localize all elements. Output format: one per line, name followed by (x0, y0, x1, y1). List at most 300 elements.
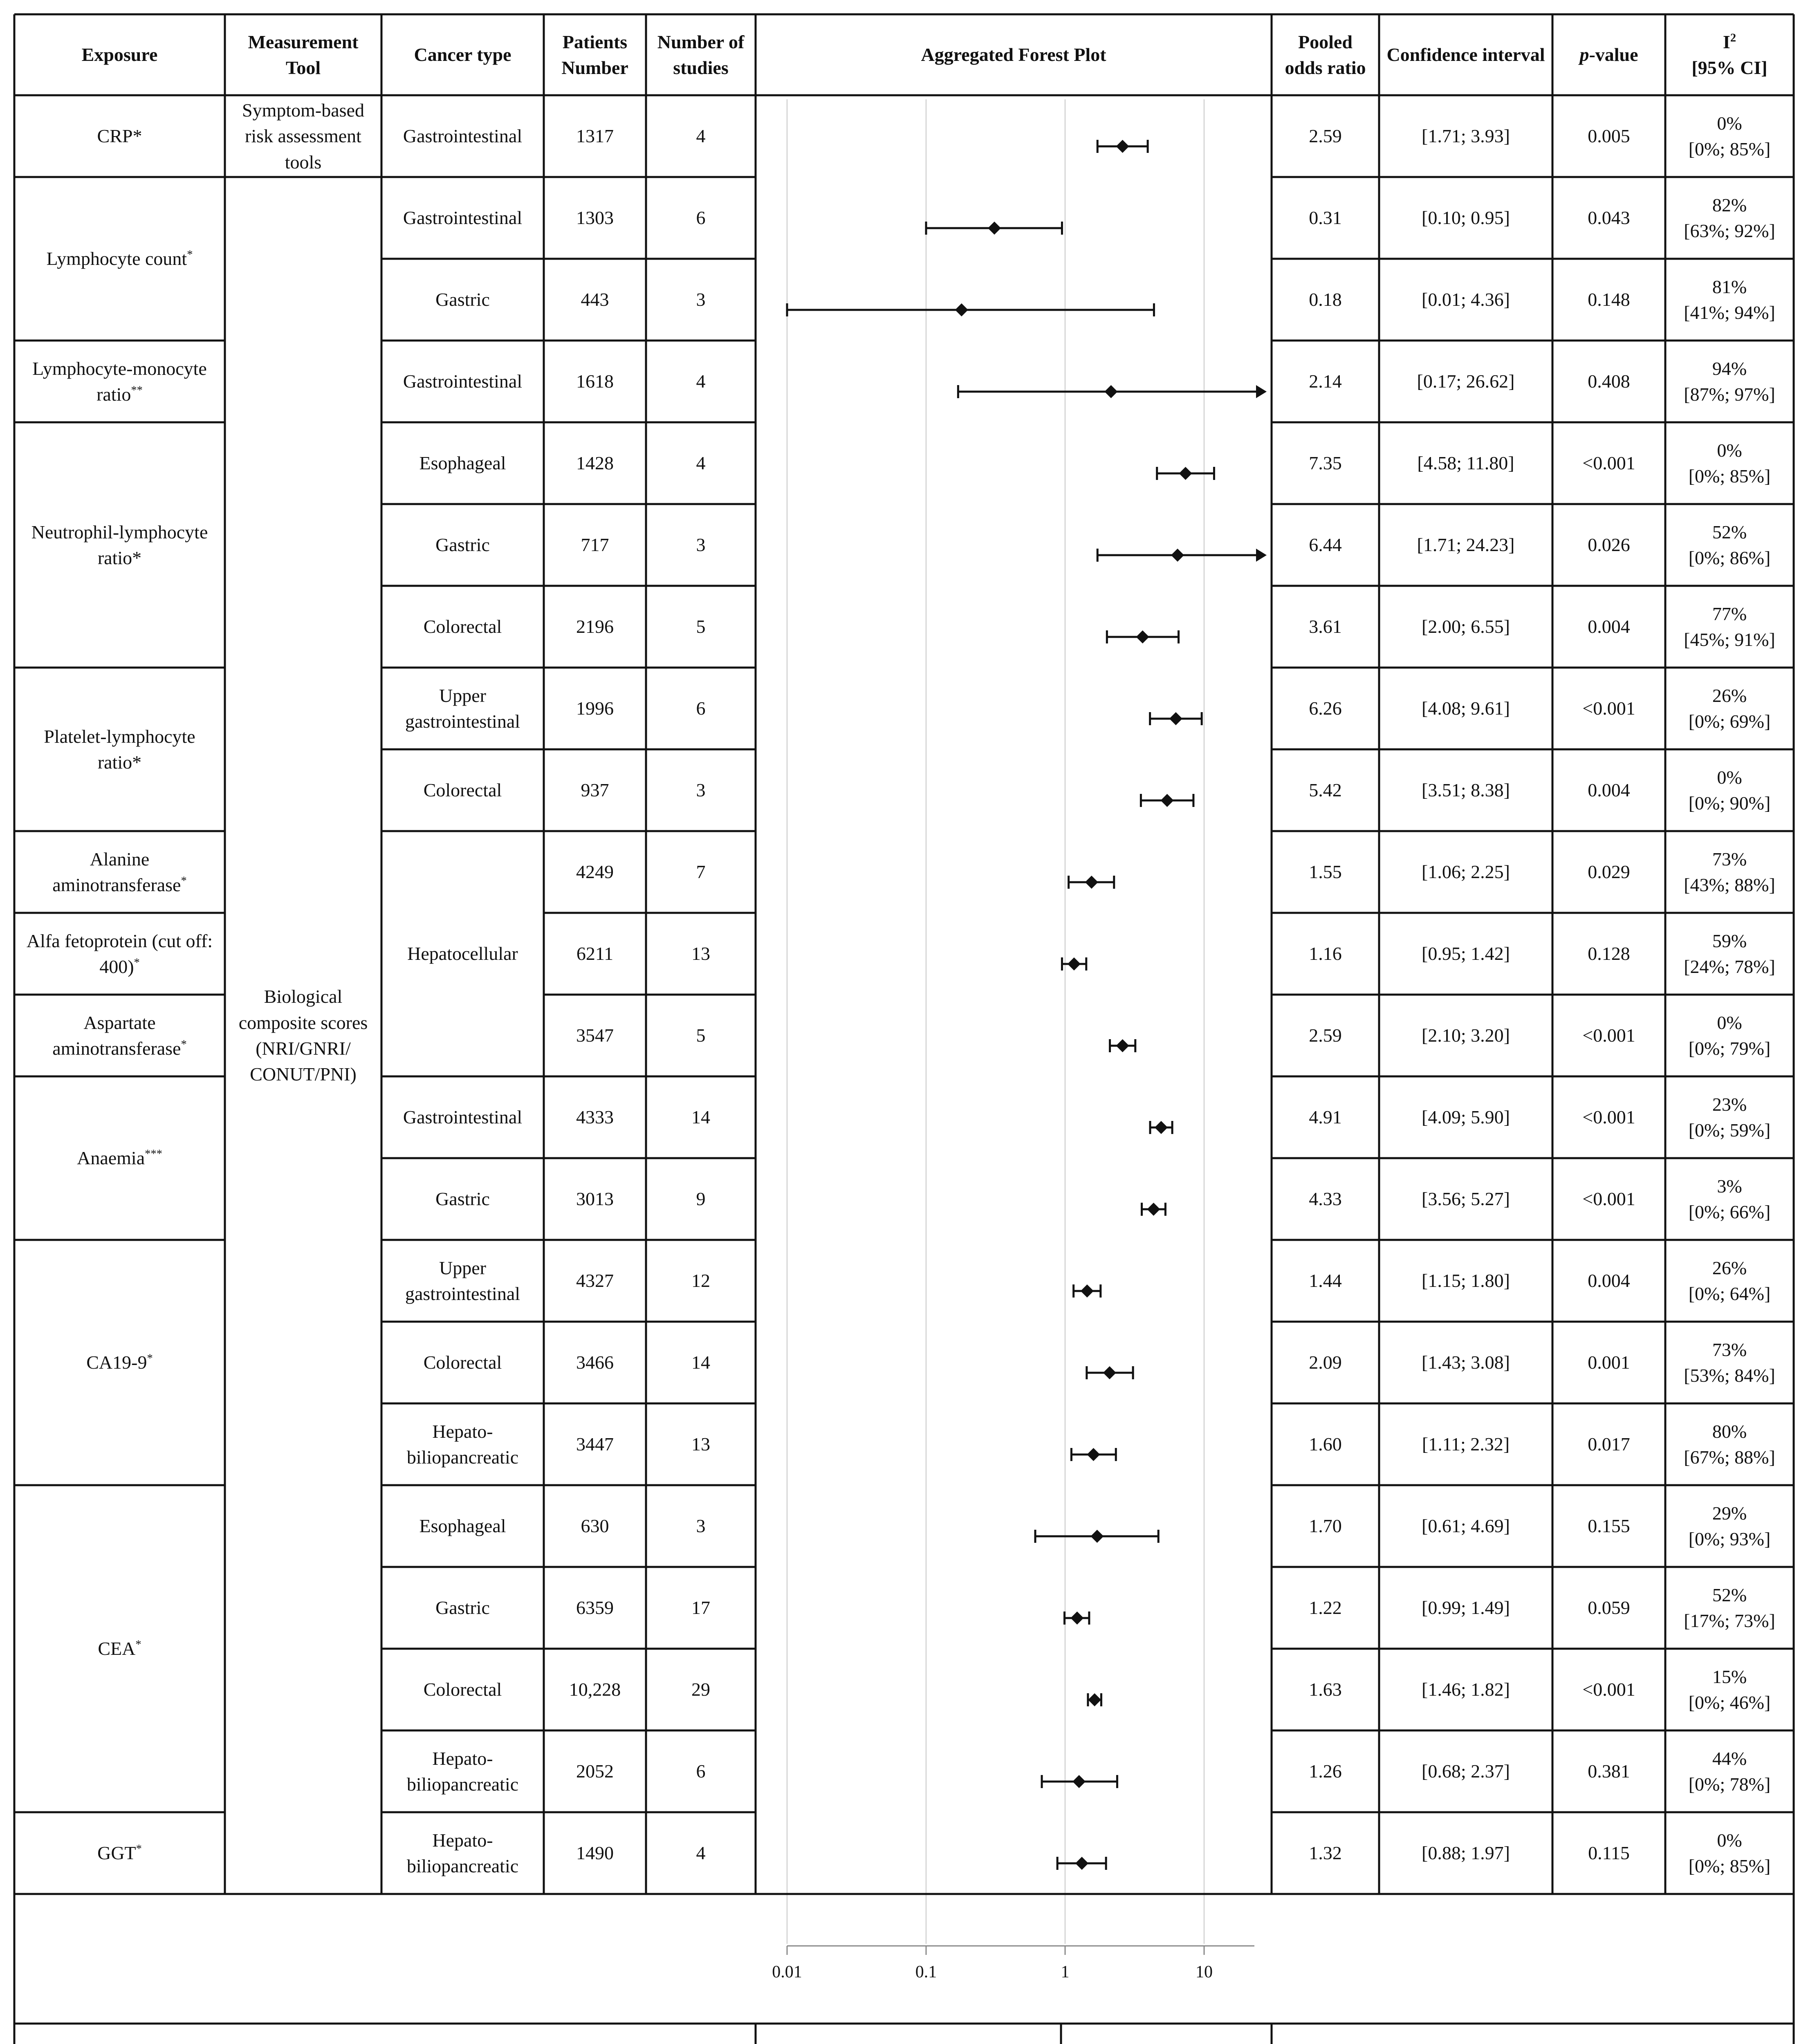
p-value-value: 0.408 (1588, 371, 1630, 392)
i-squared-text (1689, 1173, 1771, 1225)
i-squared-text (1689, 437, 1771, 489)
i-squared-text (1689, 1500, 1771, 1552)
p-value-value: 0.381 (1588, 1761, 1630, 1782)
patients-value: 4249 (576, 861, 614, 883)
header-exposure-text: Exposure (81, 44, 158, 65)
tool-symptom-text: Symptom-based risk assessment tools (242, 99, 364, 173)
exposure-label (86, 1349, 153, 1375)
i-squared-cell (1665, 177, 1794, 259)
header-number-of-studies (646, 14, 756, 95)
exposure-name: Anaemia (77, 1148, 145, 1169)
header-aggregated-forest-plot-text: Aggregated Forest Plot (921, 44, 1106, 65)
odds-ratio-value: 1.32 (1309, 1842, 1342, 1864)
confidence-interval-cell (1379, 831, 1552, 913)
cancer-type-text: Gastrointestinal (403, 1107, 523, 1128)
point-estimate-diamond (1070, 1611, 1083, 1625)
patients-value: 1303 (576, 207, 614, 229)
patients-cell (544, 913, 646, 995)
i-squared-cell (1665, 1403, 1794, 1485)
cancer-type-text: Hepatocellular (407, 943, 518, 964)
exposure-cell-4 (14, 668, 225, 831)
p-value-cell (1552, 749, 1665, 831)
p-value-cell (1552, 995, 1665, 1076)
exposure-label (77, 1145, 162, 1171)
studies-cell (646, 586, 756, 668)
studies-cell (646, 995, 756, 1076)
i-squared-cell (1665, 668, 1794, 749)
patients-value: 3547 (576, 1025, 614, 1046)
studies-value: 9 (696, 1188, 706, 1210)
odds-ratio-value: 0.18 (1309, 289, 1342, 310)
i-squared-value: 52% (1712, 1584, 1747, 1605)
i-squared-cell (1665, 1076, 1794, 1158)
i-squared-ci: [0%; 85%] (1688, 139, 1771, 159)
exposure-label (22, 1010, 218, 1062)
p-value-cell (1552, 1403, 1665, 1485)
p-value-cell (1552, 1240, 1665, 1322)
p-value-cell (1552, 586, 1665, 668)
exposure-cell-0 (14, 95, 225, 177)
cancer-type-cell (381, 749, 544, 831)
studies-value: 5 (696, 1025, 706, 1046)
p-value-cell (1552, 422, 1665, 504)
x-tick-label: 0.1 (915, 1963, 937, 1981)
exposure-cell-9 (14, 1240, 225, 1485)
confidence-interval-value: [0.68; 2.37] (1422, 1761, 1510, 1782)
point-estimate-diamond (1179, 467, 1192, 480)
confidence-interval-value: [0.95; 1.42] (1422, 943, 1510, 964)
studies-value: 4 (696, 371, 706, 392)
patients-value: 3447 (576, 1434, 614, 1455)
odds-ratio-cell (1272, 341, 1379, 422)
i-squared-text (1684, 192, 1775, 244)
patients-value: 6211 (576, 943, 614, 964)
exposure-name: Aspartate aminotransferase (52, 1012, 181, 1059)
cancer-type-cell (381, 1240, 544, 1322)
i-squared-ci: [43%; 88%] (1684, 874, 1775, 895)
i-squared-ci: [53%; 84%] (1684, 1365, 1775, 1386)
header-i2-sub: [95% CI] (1691, 57, 1768, 78)
cancer-type-text: Gastrointestinal (403, 371, 523, 392)
i-squared-ci: [87%; 97%] (1684, 384, 1775, 405)
confidence-interval-value: [1.71; 3.93] (1422, 126, 1510, 147)
cancer-type-text: Esophageal (419, 1515, 506, 1537)
confidence-interval-cell (1379, 177, 1552, 259)
studies-value: 13 (691, 943, 710, 964)
exposure-cell-8 (14, 1076, 225, 1240)
studies-cell (646, 504, 756, 586)
studies-cell (646, 1812, 756, 1894)
confidence-interval-cell (1379, 1158, 1552, 1240)
header-i-squared (1665, 14, 1794, 95)
exposure-label (47, 246, 193, 271)
header-i2-sup: 2 (1730, 31, 1736, 45)
exposure-name: Platelet-lymphocyte ratio* (44, 726, 195, 773)
exposure-label (97, 123, 142, 149)
p-value-cell (1552, 259, 1665, 341)
point-estimate-diamond (988, 222, 1001, 235)
exposure-marker: * (187, 248, 193, 261)
patients-cell (544, 1730, 646, 1812)
odds-ratio-cell (1272, 95, 1379, 177)
i-squared-text (1689, 1664, 1771, 1716)
cancer-type-cell (381, 1158, 544, 1240)
studies-value: 3 (696, 534, 706, 556)
patients-cell (544, 668, 646, 749)
p-value-cell (1552, 1158, 1665, 1240)
header-p-italic: p (1579, 44, 1589, 65)
studies-value: 3 (696, 1515, 706, 1537)
odds-ratio-value: 6.44 (1309, 534, 1342, 556)
exposure-marker: * (147, 1352, 153, 1365)
exposure-name: CA19-9 (86, 1352, 147, 1373)
confidence-interval-value: [2.10; 3.20] (1422, 1025, 1510, 1046)
exposure-label (22, 724, 218, 775)
studies-cell (646, 177, 756, 259)
p-value-cell (1552, 95, 1665, 177)
p-value-value: 0.001 (1588, 1352, 1630, 1373)
p-value-cell (1552, 1812, 1665, 1894)
odds-ratio-value: 1.26 (1309, 1761, 1342, 1782)
i-squared-ci: [63%; 92%] (1684, 220, 1775, 241)
tool-biological-composite (225, 177, 381, 1894)
odds-ratio-cell (1272, 259, 1379, 341)
i-squared-ci: [0%; 85%] (1688, 1856, 1771, 1876)
cancer-type-text: Gastric (435, 1597, 490, 1618)
studies-value: 6 (696, 698, 706, 719)
odds-ratio-value: 1.16 (1309, 943, 1342, 964)
confidence-interval-cell (1379, 995, 1552, 1076)
odds-ratio-cell (1272, 995, 1379, 1076)
confidence-interval-cell (1379, 586, 1552, 668)
patients-value: 10,228 (569, 1679, 621, 1700)
odds-ratio-value: 5.42 (1309, 780, 1342, 801)
cancer-type-cell (381, 1322, 544, 1403)
header-patients-number (544, 14, 646, 95)
odds-ratio-cell (1272, 1403, 1379, 1485)
odds-ratio-cell (1272, 177, 1379, 259)
studies-cell (646, 95, 756, 177)
i-squared-cell (1665, 95, 1794, 177)
confidence-interval-cell (1379, 341, 1552, 422)
cancer-type-cell (381, 341, 544, 422)
i-squared-value: 0% (1717, 112, 1742, 134)
studies-cell (646, 1240, 756, 1322)
odds-ratio-value: 7.35 (1309, 453, 1342, 474)
header-pooled-odds-ratio (1272, 14, 1379, 95)
i-squared-value: 0% (1717, 439, 1742, 461)
p-value-value: 0.026 (1588, 534, 1630, 556)
patients-cell (544, 422, 646, 504)
patients-cell (544, 177, 646, 259)
exposure-name: Lymphocyte count (46, 248, 187, 269)
i-squared-value: 94% (1712, 358, 1747, 379)
i-squared-ci: [0%; 79%] (1688, 1038, 1771, 1059)
studies-value: 17 (691, 1597, 710, 1618)
confidence-interval-value: [4.09; 5.90] (1422, 1107, 1510, 1128)
studies-cell (646, 1403, 756, 1485)
i-squared-text (1684, 846, 1775, 898)
confidence-interval-value: [4.08; 9.61] (1422, 698, 1510, 719)
exposure-marker: ** (131, 384, 143, 397)
confidence-interval-value: [0.61; 4.69] (1422, 1515, 1510, 1537)
x-tick-label: 0.01 (772, 1963, 802, 1981)
exposure-marker: * (181, 1038, 187, 1051)
i-squared-ci: [67%; 88%] (1684, 1447, 1775, 1468)
exposure-marker: *** (145, 1148, 162, 1161)
point-estimate-diamond (1090, 1530, 1104, 1543)
header-patients-number-text: Patients Number (561, 31, 628, 78)
patients-value: 630 (581, 1515, 609, 1537)
odds-ratio-value: 1.44 (1309, 1270, 1342, 1291)
i-squared-cell (1665, 913, 1794, 995)
patients-cell (544, 1403, 646, 1485)
header-aggregated-forest-plot (756, 14, 1272, 95)
odds-ratio-value: 1.22 (1309, 1597, 1342, 1618)
i-squared-text (1684, 601, 1775, 653)
studies-cell (646, 831, 756, 913)
i-squared-cell (1665, 831, 1794, 913)
patients-value: 6359 (576, 1597, 614, 1618)
odds-ratio-cell (1272, 913, 1379, 995)
exposure-cell-11 (14, 1812, 225, 1894)
p-value-value: <0.001 (1582, 1188, 1635, 1210)
exposure-cell-2 (14, 341, 225, 422)
plot-gridlines (787, 99, 1204, 1944)
i-squared-value: 44% (1712, 1748, 1747, 1769)
patients-cell (544, 95, 646, 177)
studies-cell (646, 1485, 756, 1567)
cancer-type-text: Hepato-biliopancreatic (406, 1421, 519, 1468)
confidence-interval-cell (1379, 1812, 1552, 1894)
p-value-value: 0.029 (1588, 861, 1630, 883)
header-p-value-text (1579, 42, 1638, 67)
i-squared-value: 0% (1717, 766, 1742, 788)
i-squared-cell (1665, 504, 1794, 586)
p-value-cell (1552, 1076, 1665, 1158)
confidence-interval-cell (1379, 913, 1552, 995)
odds-ratio-cell (1272, 1567, 1379, 1649)
point-estimate-diamond (1171, 549, 1184, 562)
confidence-interval-cell (1379, 1240, 1552, 1322)
p-value-value: 0.148 (1588, 289, 1630, 310)
i-squared-ci: [0%; 59%] (1688, 1120, 1771, 1141)
odds-ratio-cell (1272, 1812, 1379, 1894)
i-squared-cell (1665, 1649, 1794, 1730)
i-squared-text (1684, 274, 1775, 326)
cancer-type-cell (381, 504, 544, 586)
cancer-type-text: Upper gastrointestinal (405, 1257, 520, 1304)
patients-value: 2196 (576, 616, 614, 637)
p-value-value: 0.115 (1588, 1842, 1630, 1864)
cancer-type-cell (381, 668, 544, 749)
confidence-interval-cell (1379, 1403, 1552, 1485)
patients-cell (544, 831, 646, 913)
point-estimate-diamond (1136, 630, 1149, 643)
studies-cell (646, 668, 756, 749)
forest-marks (787, 140, 1267, 1955)
patients-value: 1996 (576, 698, 614, 719)
cancer-type-text: Upper gastrointestinal (405, 685, 520, 732)
ci-arrow (1256, 385, 1267, 398)
studies-value: 5 (696, 616, 706, 637)
studies-cell (646, 259, 756, 341)
odds-ratio-value: 1.55 (1309, 861, 1342, 883)
cancer-type-cell (381, 422, 544, 504)
patients-value: 443 (581, 289, 609, 310)
exposure-cell-6 (14, 913, 225, 995)
p-value-value: 0.128 (1588, 943, 1630, 964)
odds-ratio-cell (1272, 749, 1379, 831)
exposure-cell-1 (14, 177, 225, 341)
odds-ratio-value: 4.91 (1309, 1107, 1342, 1128)
patients-cell (544, 586, 646, 668)
cancer-type-text: Colorectal (423, 1679, 502, 1700)
p-value-value: <0.001 (1582, 453, 1635, 474)
confidence-interval-cell (1379, 1649, 1552, 1730)
i-squared-ci: [0%; 69%] (1688, 711, 1771, 732)
studies-cell (646, 341, 756, 422)
patients-value: 717 (581, 534, 609, 556)
confidence-interval-value: [0.88; 1.97] (1422, 1842, 1510, 1864)
exposure-label (22, 846, 218, 898)
i-squared-cell (1665, 586, 1794, 668)
i-squared-ci: [45%; 91%] (1684, 629, 1775, 650)
confidence-interval-value: [0.01; 4.36] (1422, 289, 1510, 310)
cancer-type-cell (381, 1730, 544, 1812)
confidence-interval-cell (1379, 259, 1552, 341)
point-estimate-diamond (1155, 1121, 1168, 1134)
i-squared-value: 23% (1712, 1094, 1747, 1115)
odds-ratio-cell (1272, 1322, 1379, 1403)
odds-ratio-value: 1.63 (1309, 1679, 1342, 1700)
i-squared-value: 80% (1712, 1421, 1747, 1442)
point-estimate-diamond (955, 303, 968, 316)
exposure-cell-5 (14, 831, 225, 913)
studies-cell (646, 1649, 756, 1730)
studies-value: 4 (696, 126, 706, 147)
i-squared-cell (1665, 259, 1794, 341)
confidence-interval-cell (1379, 749, 1552, 831)
header-exposure (14, 14, 225, 95)
studies-value: 14 (691, 1107, 710, 1128)
patients-cell (544, 259, 646, 341)
i-squared-cell (1665, 422, 1794, 504)
studies-cell (646, 1158, 756, 1240)
point-estimate-diamond (1147, 1203, 1160, 1216)
patients-cell (544, 1812, 646, 1894)
i-squared-cell (1665, 995, 1794, 1076)
p-value-cell (1552, 1485, 1665, 1567)
confidence-interval-value: [0.17; 26.62] (1417, 371, 1515, 392)
studies-value: 3 (696, 289, 706, 310)
header-p-value (1552, 14, 1665, 95)
patients-cell (544, 504, 646, 586)
i-squared-text (1684, 1419, 1775, 1470)
i-squared-text (1689, 683, 1771, 735)
point-estimate-diamond (1068, 957, 1081, 970)
odds-ratio-cell (1272, 422, 1379, 504)
i-squared-text (1689, 1010, 1771, 1062)
confidence-interval-value: [1.71; 24.23] (1417, 534, 1515, 556)
exposure-marker: * (134, 956, 140, 969)
studies-cell (646, 913, 756, 995)
i-squared-value: 73% (1712, 1339, 1747, 1360)
confidence-interval-value: [1.15; 1.80] (1422, 1270, 1510, 1291)
header-cancer-type-text: Cancer type (414, 44, 511, 65)
p-value-cell (1552, 1649, 1665, 1730)
odds-ratio-value: 4.33 (1309, 1188, 1342, 1210)
i-squared-text (1689, 110, 1771, 162)
confidence-interval-value: [1.06; 2.25] (1422, 861, 1510, 883)
confidence-interval-cell (1379, 1730, 1552, 1812)
header-pooled-odds-ratio-text: Pooled odds ratio (1285, 31, 1366, 78)
odds-ratio-cell (1272, 586, 1379, 668)
cancer-type-text: Colorectal (423, 616, 502, 637)
odds-ratio-cell (1272, 1485, 1379, 1567)
i-squared-cell (1665, 749, 1794, 831)
odds-ratio-value: 2.09 (1309, 1352, 1342, 1373)
i-squared-cell (1665, 341, 1794, 422)
i-squared-value: 15% (1712, 1666, 1747, 1687)
patients-value: 1618 (576, 371, 614, 392)
patients-cell (544, 1076, 646, 1158)
cancer-type-cell (381, 586, 544, 668)
p-value-value: 0.004 (1588, 616, 1630, 637)
p-value-cell (1552, 831, 1665, 913)
odds-ratio-value: 6.26 (1309, 698, 1342, 719)
cancer-type-text: Colorectal (423, 780, 502, 801)
cancer-type-cell (381, 1567, 544, 1649)
i-squared-text (1689, 1255, 1771, 1307)
i-squared-value: 59% (1712, 930, 1747, 951)
p-value-value: <0.001 (1582, 698, 1635, 719)
cancer-type-text: Gastric (435, 289, 490, 310)
cancer-type-text: Colorectal (423, 1352, 502, 1373)
exposure-marker: * (136, 1842, 142, 1856)
studies-value: 4 (696, 453, 706, 474)
cancer-type-text: Gastric (435, 1188, 490, 1210)
confidence-interval-value: [1.43; 3.08] (1422, 1352, 1510, 1373)
cancer-type-text: Esophageal (419, 453, 506, 474)
point-estimate-diamond (1081, 1284, 1094, 1298)
exposure-cell-3 (14, 422, 225, 668)
header-i2-main: I (1723, 31, 1730, 52)
p-value-cell (1552, 177, 1665, 259)
cancer-type-cell (381, 177, 544, 259)
studies-cell (646, 749, 756, 831)
patients-value: 4333 (576, 1107, 614, 1128)
exposure-label (98, 1636, 141, 1661)
odds-ratio-value: 1.60 (1309, 1434, 1342, 1455)
i-squared-value: 26% (1712, 685, 1747, 706)
point-estimate-diamond (1103, 1366, 1116, 1379)
studies-cell (646, 422, 756, 504)
patients-value: 1490 (576, 1842, 614, 1864)
patients-cell (544, 1485, 646, 1567)
cancer-type-text: Gastrointestinal (403, 126, 523, 147)
point-estimate-diamond (1116, 1039, 1129, 1052)
confidence-interval-value: [0.99; 1.49] (1422, 1597, 1510, 1618)
p-value-value: <0.001 (1582, 1025, 1635, 1046)
i-squared-ci: [0%; 86%] (1688, 547, 1771, 568)
i-squared-ci: [41%; 94%] (1684, 302, 1775, 323)
exposure-name: Alanine aminotransferase (52, 848, 181, 895)
header-confidence-interval-text: Confidence interval (1386, 44, 1545, 65)
tool-symptom-based (225, 95, 381, 177)
ci-arrow (1256, 549, 1267, 562)
i-squared-text (1689, 1827, 1771, 1879)
